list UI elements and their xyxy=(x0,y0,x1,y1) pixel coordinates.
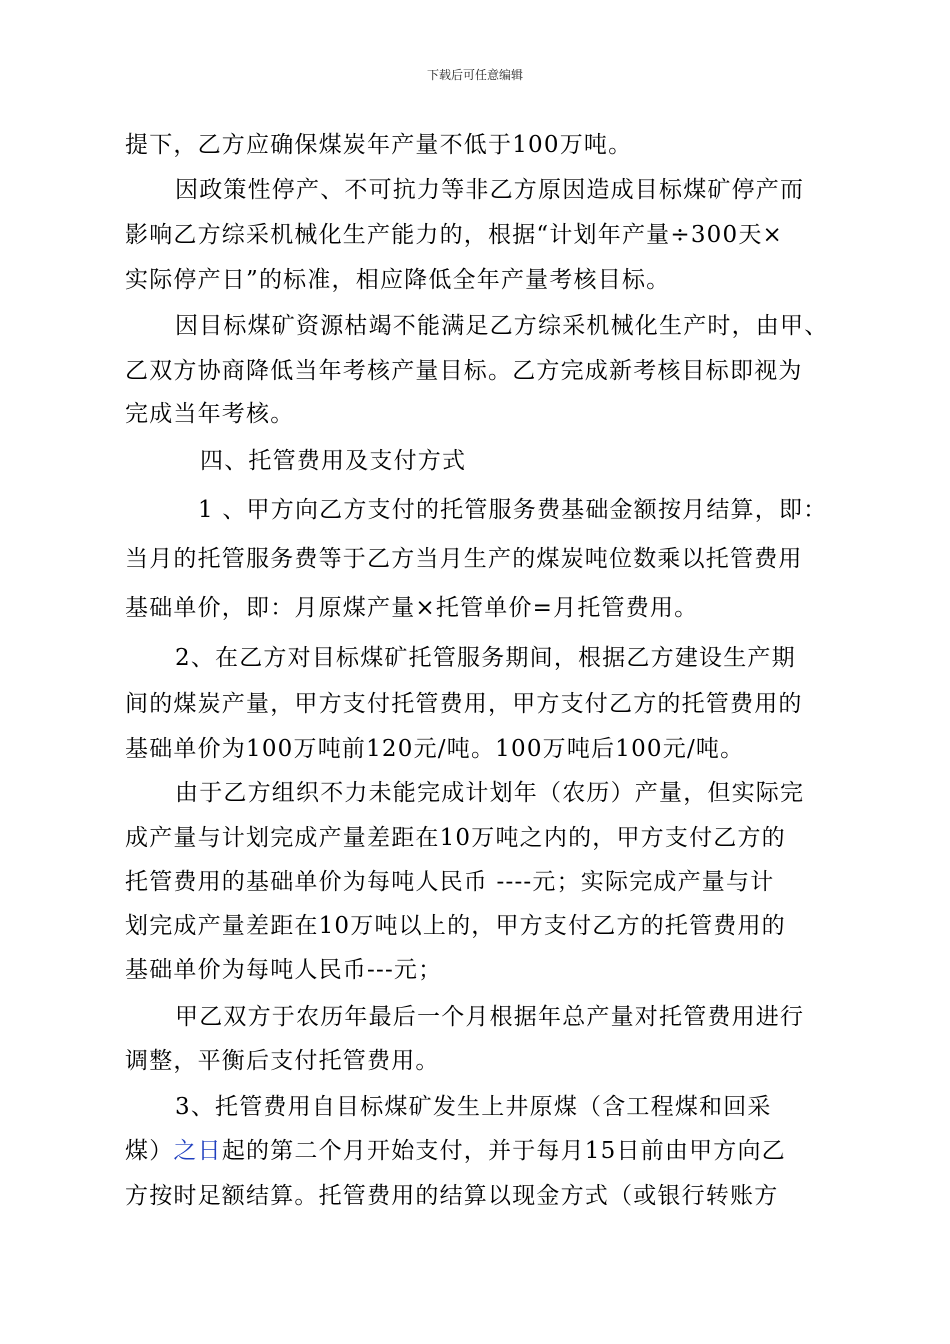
text-line: 完成当年考核。 xyxy=(125,401,295,427)
text-line: 划完成产量差距在10万吨以上的，甲方支付乙方的托管费用的 xyxy=(125,913,786,939)
text-line: 基础单价，即：月原煤产量×托管单价=月托管费用。 xyxy=(125,595,699,621)
text-line: 间的煤炭产量，甲方支付托管费用，甲方支付乙方的托管费用的 xyxy=(125,691,803,717)
text-line: 甲乙双方于农历年最后一个月根据年总产量对托管费用进行 xyxy=(175,1004,805,1030)
text-line: 当月的托管服务费等于乙方当月生产的煤炭吨位数乘以托管费用 xyxy=(125,546,803,572)
text-line: 影响乙方综采机械化生产能力的，根据“计划年产量÷300天× xyxy=(125,222,784,248)
text-line: 乙双方协商降低当年考核产量目标。乙方完成新考核目标即视为 xyxy=(125,358,803,384)
text-line: 3、托管费用自目标煤矿发生上井原煤（含工程煤和回采 xyxy=(175,1094,772,1120)
page-header: 下载后可任意编辑 xyxy=(426,68,523,82)
section-heading: 四、托管费用及支付方式 xyxy=(200,448,467,474)
text-line xyxy=(0,1129,950,1173)
text-line: 基础单价为100万吨前120元/吨。100万吨后100元/吨。 xyxy=(125,736,745,762)
highlighted-text: 之日 xyxy=(173,1138,222,1164)
text-segment: 起的第二个月开始支付，并于每月15日前由甲方向乙 xyxy=(221,1138,786,1164)
text-line: 托管费用的基础单价为每吨人民币 ----元；实际完成产量与计 xyxy=(125,869,775,895)
text-line: 方按时足额结算。托管费用的结算以现金方式（或银行转账方 xyxy=(125,1183,779,1209)
text-line: 实际停产日”的标准，相应降低全年产量考核目标。 xyxy=(125,267,671,293)
text-line: 1 、甲方向乙方支付的托管服务费基础金额按月结算，即： xyxy=(198,497,828,523)
text-line: 提下，乙方应确保煤炭年产量不低于100万吨。 xyxy=(125,132,633,158)
text-line: 因目标煤矿资源枯竭不能满足乙方综采机械化生产时，由甲、 xyxy=(175,313,829,339)
text-segment: 煤） xyxy=(125,1138,174,1164)
text-line: 由于乙方组织不力未能完成计划年（农历）产量，但实际完 xyxy=(175,780,805,806)
text-line: 调整，平衡后支付托管费用。 xyxy=(125,1048,440,1074)
text-line: 基础单价为每吨人民币---元； xyxy=(125,957,443,983)
text-line: 2、在乙方对目标煤矿托管服务期间，根据乙方建设生产期 xyxy=(175,645,796,671)
text-line: 因政策性停产、不可抗力等非乙方原因造成目标煤矿停产而 xyxy=(175,177,805,203)
text-line: 成产量与计划完成产量差距在10万吨之内的，甲方支付乙方的 xyxy=(125,825,786,851)
